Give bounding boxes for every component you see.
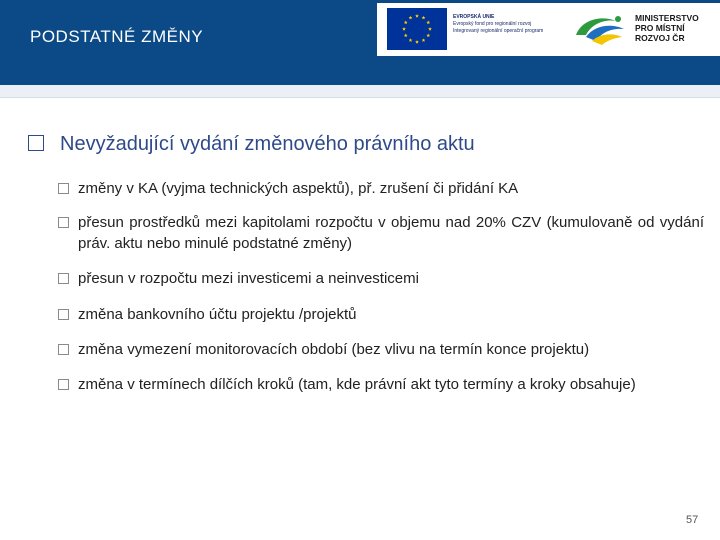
- list-item-text: přesun prostředků mezi kapitolami rozpočtu v objemu nad 20% CZV (kumulovaně od vydání práv. aktu nebo minulé podstatné změny): [78, 214, 704, 252]
- square-bullet-icon: [58, 217, 69, 228]
- list-item-text: změny v KA (vyjma technických aspektů), př. zrušení či přidání KA: [78, 180, 519, 197]
- section-heading-text: Nevyžadující vydání změnového právního aktu: [60, 133, 475, 155]
- slide-title: PODSTATNÉ ZMĚNY: [30, 27, 204, 46]
- ministry-logo-line2: PRO MÍSTNÍ: [635, 23, 685, 33]
- eu-logo-line3: Integrovaný regionální operační program: [453, 28, 544, 34]
- ministry-logo-text: [635, 13, 699, 43]
- square-bullet-icon: [58, 273, 69, 284]
- square-bullet-icon: [58, 309, 69, 320]
- eu-logo-text: [453, 14, 543, 35]
- list-item: [58, 212, 704, 254]
- list-item: [58, 178, 704, 199]
- page-number: 57: [686, 514, 699, 526]
- section-heading: [28, 133, 475, 156]
- change-list: [58, 178, 704, 395]
- square-bullet-icon: [58, 183, 69, 194]
- slide-header: [0, 0, 720, 85]
- list-item: [58, 268, 704, 289]
- header-divider: [0, 97, 720, 98]
- list-item: [58, 304, 704, 325]
- checkbox-bullet-icon: [28, 135, 44, 151]
- list-item-text: změna vymezení monitorovacích období (bez vlivu na termín konce projektu): [78, 341, 590, 358]
- ministry-logo-line1: MINISTERSTVO: [635, 13, 699, 23]
- list-item: [58, 374, 704, 395]
- header-band: [0, 85, 720, 97]
- mmr-logo-icon: [572, 11, 628, 49]
- eu-logo-line1: EVROPSKÁ UNIE: [453, 14, 495, 20]
- list-item-text: změna v termínech dílčích kroků (tam, kde právní akt tyto termíny a kroky obsahuje): [78, 376, 636, 393]
- square-bullet-icon: [58, 344, 69, 355]
- list-item-text: přesun v rozpočtu mezi investicemi a neinvesticemi: [78, 270, 419, 287]
- list-item: [58, 339, 704, 360]
- logo-bar: [377, 3, 720, 56]
- eu-logo-line2: Evropský fond pro regionální rozvoj: [453, 21, 532, 27]
- list-item-text: změna bankovního účtu projektu /projektů: [78, 306, 357, 323]
- eu-flag-icon: [387, 8, 447, 50]
- square-bullet-icon: [58, 379, 69, 390]
- ministry-logo-line3: ROZVOJ ČR: [635, 33, 685, 43]
